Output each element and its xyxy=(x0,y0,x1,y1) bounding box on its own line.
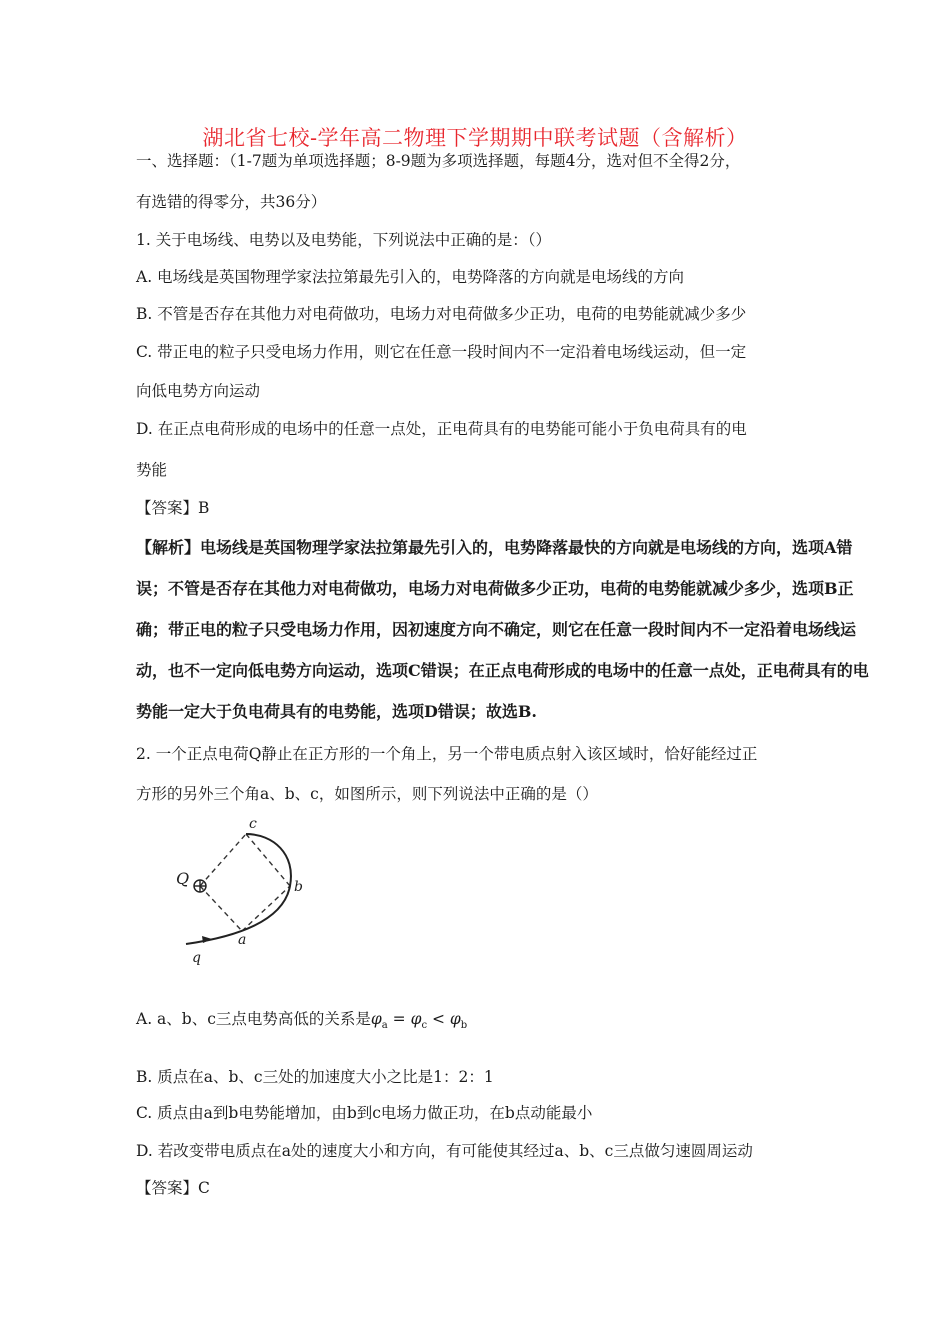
q2-option-c: C. 质点由a到b电势能增加，由b到c电场力做正功，在b点动能最小 xyxy=(136,1104,593,1122)
analysis-line5: 势能一定大于负电荷具有的电势能，选项D错误；故选B. xyxy=(136,702,537,721)
q1-option-d-line2: 势能 xyxy=(136,461,168,479)
square-edge-a-b xyxy=(242,886,290,931)
q1-answer: 【答案】B xyxy=(136,499,210,517)
sub-a: a xyxy=(381,1020,388,1032)
q2-option-b: B. 质点在a、b、c三处的加速度大小之比是1：2：1 xyxy=(136,1068,494,1086)
phi-b: φ xyxy=(449,1010,461,1028)
q2-option-a-text: A. a、b、c三点电势高低的关系是 xyxy=(136,1010,371,1028)
analysis-tag: 【解析】 xyxy=(136,538,201,557)
op-less: < xyxy=(427,1010,450,1028)
phi-c: φ xyxy=(410,1010,422,1028)
q1-option-a: A. 电场线是英国物理学家法拉第最先引入的，电势降落的方向就是电场线的方向 xyxy=(136,268,685,286)
sub-b: b xyxy=(460,1020,468,1032)
label-a: a xyxy=(238,932,247,948)
square-trajectory-figure xyxy=(168,814,318,969)
q1-option-d-line1: D. 在正点电荷形成的电场中的任意一点处，正电荷具有的电势能可能小于负电荷具有的电 xyxy=(136,420,747,438)
op-equals: = xyxy=(387,1010,411,1028)
section-heading-line1: 一、选择题：（1-7题为单项选择题；8-9题为多项选择题，每题4分，选对但不全得2分， xyxy=(136,152,741,170)
q1-analysis xyxy=(136,527,911,732)
label-q: q xyxy=(192,950,201,966)
q2-answer: 【答案】C xyxy=(136,1179,210,1197)
q2-option-d: D. 若改变带电质点在a处的速度大小和方向，有可能使其经过a、b、c三点做匀速圆周运动 xyxy=(136,1142,753,1160)
q1-option-c-line1: C. 带正电的粒子只受电场力作用，则它在任意一段时间内不一定沿着电场线运动，但一定 xyxy=(136,343,747,361)
q1-stem: 1. 关于电场线、电势以及电势能，下列说法中正确的是：（） xyxy=(136,231,551,249)
q1-option-c-line2: 向低电势方向运动 xyxy=(136,382,261,400)
q2-option-a xyxy=(136,1008,467,1037)
label-Q: Q xyxy=(176,869,190,888)
q2-stem-line2: 方形的另外三个角a、b、c，如图所示，则下列说法中正确的是（） xyxy=(136,785,598,803)
q2-stem-line1: 2. 一个正点电荷Q静止在正方形的一个角上，另一个带电质点射入该区域时，恰好能经过正 xyxy=(136,745,758,763)
label-c: c xyxy=(249,816,257,832)
analysis-line1: 电场线是英国物理学家法拉第最先引入的，电势降落最快的方向就是电场线的方向，选项A错 xyxy=(200,538,853,557)
sub-c: c xyxy=(421,1020,428,1032)
analysis-line4: 动，也不一定向低电势方向运动，选项C错误；在正点电荷形成的电场中的任意一点处，正电荷具有的电 xyxy=(136,661,869,680)
analysis-line2: 误；不管是否存在其他力对电荷做功，电场力对电荷做多少正功，电荷的电势能就减少多少，选项B正 xyxy=(136,579,854,598)
square-edge-Q-a xyxy=(200,886,242,931)
analysis-line3: 确；带正电的粒子只受电场力作用，因初速度方向不确定，则它在任意一段时间内不一定沿着电场线运 xyxy=(136,620,857,639)
page-title: 湖北省七校-学年高二物理下学期期中联考试题（含解析） xyxy=(202,126,748,150)
trajectory-arrow xyxy=(202,936,212,943)
phi-a: φ xyxy=(370,1010,382,1028)
square-edge-Q-c xyxy=(200,834,246,886)
section-heading-line2: 有选错的得零分，共36分） xyxy=(136,193,327,211)
q1-option-b: B. 不管是否存在其他力对电荷做功，电场力对电荷做多少正功，电荷的电势能就减少多少 xyxy=(136,305,747,323)
label-b: b xyxy=(294,879,303,895)
square-edge-c-b xyxy=(246,834,290,886)
